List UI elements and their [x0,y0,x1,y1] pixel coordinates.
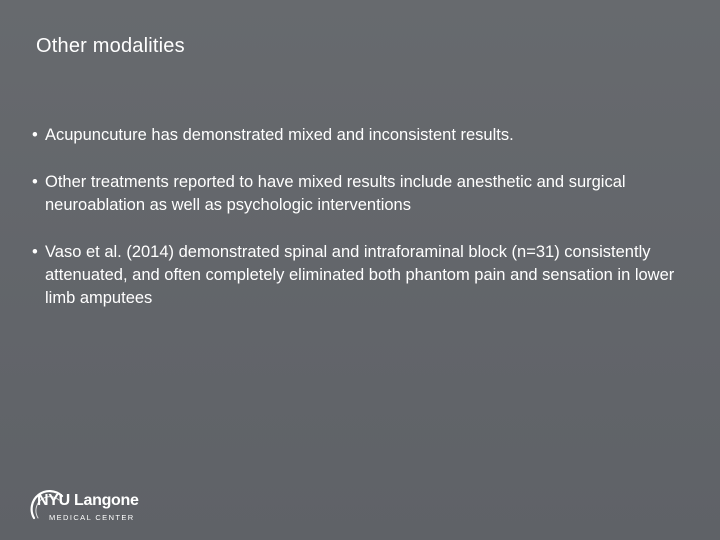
bullet-marker: • [32,173,38,191]
bullet-marker: • [32,243,38,261]
bullet-text: Other treatments reported to have mixed results include anesthetic and surgical neuroablation as well as psychologic interventions [45,173,626,214]
bullet-item [32,124,692,147]
bullet-item [32,241,692,310]
bullet-marker: • [32,126,38,144]
logo-wordmark [37,492,139,522]
nyu-langone-logo [28,488,168,528]
slide-title: Other modalities [36,35,185,57]
logo-sub-text: MEDICAL CENTER [49,513,135,522]
bullet-item [32,171,692,217]
logo-main-text: NYU Langone [37,492,139,509]
bullet-text: Acupuncuture has demonstrated mixed and inconsistent results. [45,126,514,144]
bullet-list [32,124,692,334]
bullet-text: Vaso et al. (2014) demonstrated spinal and intraforaminal block (n=31) consistently attenuated, and often completely eliminated both phantom pain and sensation in lower limb amputees [45,243,675,307]
